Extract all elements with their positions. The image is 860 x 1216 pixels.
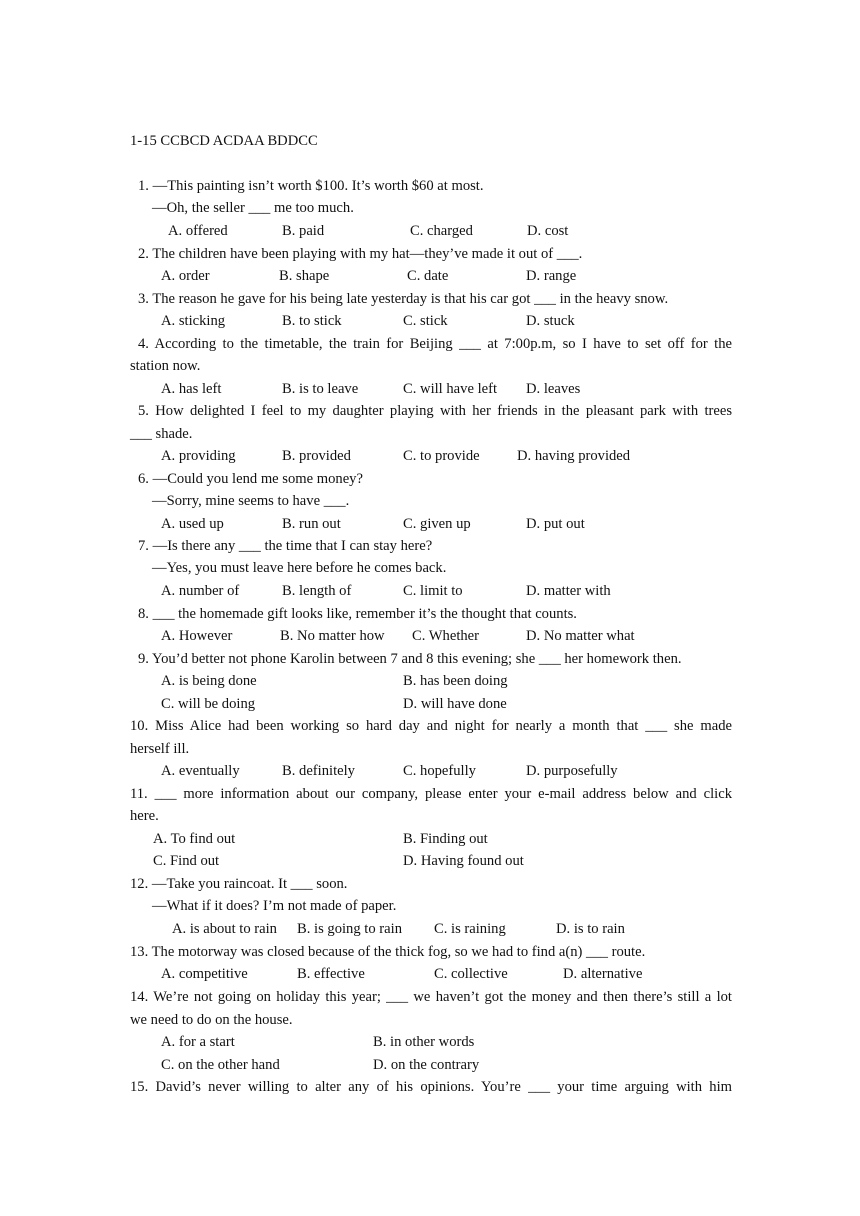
option: C. limit to: [403, 583, 463, 599]
question-text: we need to do on the house.: [130, 1012, 293, 1028]
question-text: —Yes, you must leave here before he comes back.: [152, 560, 447, 576]
option: A. number of: [161, 583, 240, 599]
question-text: —What if it does? I’m not made of paper.: [152, 898, 397, 914]
question-text: 14. We’re not going on holiday this year; ___ we haven’t got the money and then there’s still a lot: [130, 989, 732, 1005]
question-text: here.: [130, 808, 159, 824]
option: D. alternative: [563, 966, 643, 982]
option: D. is to rain: [556, 921, 625, 937]
option: C. stick: [403, 313, 448, 329]
question-text: 5. How delighted I feel to my daughter playing with her friends in the pleasant park with trees: [138, 403, 732, 419]
answer-key: 1-15 CCBCD ACDAA BDDCC: [130, 133, 318, 149]
option: B. effective: [297, 966, 365, 982]
option: D. No matter what: [526, 628, 635, 644]
option: D. cost: [527, 223, 569, 239]
option: D. range: [526, 268, 577, 284]
option: C. Whether: [412, 628, 480, 644]
option: A. for a start: [161, 1034, 235, 1050]
option: B. Finding out: [403, 831, 488, 847]
option: A. is about to rain: [172, 921, 277, 937]
option: B. provided: [282, 448, 351, 464]
question-text: 15. David’s never willing to alter any of his opinions. You’re ___ your time arguing with him: [130, 1079, 732, 1095]
option: C. Find out: [153, 853, 220, 869]
option: B. is to leave: [282, 381, 359, 397]
option: A. sticking: [161, 313, 226, 329]
option: A. order: [161, 268, 210, 284]
option: C. is raining: [434, 921, 506, 937]
question-text: 3. The reason he gave for his being late yesterday is that his car got ___ in the heavy snow.: [138, 291, 669, 307]
option: D. stuck: [526, 313, 575, 329]
question-text: —Oh, the seller ___ me too much.: [152, 200, 354, 216]
question-text: 9. You’d better not phone Karolin between 7 and 8 this evening; she ___ her homework then.: [138, 651, 682, 667]
option: B. definitely: [282, 763, 355, 779]
option: B. paid: [282, 223, 325, 239]
question-text: 8. ___ the homemade gift looks like, remember it’s the thought that counts.: [138, 606, 577, 622]
option: A. offered: [168, 223, 228, 239]
option: C. charged: [410, 223, 473, 239]
question-text: 13. The motorway was closed because of the thick fog, so we had to find a(n) ___ route.: [130, 944, 646, 960]
option: A. To find out: [153, 831, 236, 847]
option: D. on the contrary: [373, 1057, 480, 1073]
question-text: herself ill.: [130, 741, 190, 757]
question-text: 10. Miss Alice had been working so hard day and night for nearly a month that ___ she made: [130, 718, 732, 734]
question-text: 1. —This painting isn’t worth $100. It’s worth $60 at most.: [138, 178, 484, 194]
question-text: ___ shade.: [130, 426, 193, 442]
option: A. However: [161, 628, 233, 644]
option: C. date: [407, 268, 449, 284]
option: B. length of: [282, 583, 352, 599]
question-text: 4. According to the timetable, the train for Beijing ___ at 7:00p.m, so I have to set off for the: [138, 336, 732, 352]
option: C. to provide: [403, 448, 480, 464]
option: D. will have done: [403, 696, 507, 712]
option: B. to stick: [282, 313, 342, 329]
question-text: 7. —Is there any ___ the time that I can stay here?: [138, 538, 433, 554]
option: B. in other words: [373, 1034, 475, 1050]
option: B. No matter how: [280, 628, 385, 644]
option: C. will have left: [403, 381, 498, 397]
option: A. used up: [161, 516, 224, 532]
option: A. providing: [161, 448, 236, 464]
question-text: —Sorry, mine seems to have ___.: [152, 493, 350, 509]
option: C. will be doing: [161, 696, 256, 712]
option: D. leaves: [526, 381, 581, 397]
option: D. put out: [526, 516, 585, 532]
question-text: 2. The children have been playing with my hat—they’ve made it out of ___.: [138, 246, 583, 262]
option: C. hopefully: [403, 763, 476, 779]
option: B. is going to rain: [297, 921, 402, 937]
question-text: 12. —Take you raincoat. It ___ soon.: [130, 876, 348, 892]
question-text: 11. ___ more information about our company, please enter your e-mail address below and click: [130, 786, 732, 802]
question-text: 6. —Could you lend me some money?: [138, 471, 363, 487]
option: C. given up: [403, 516, 471, 532]
option: A. eventually: [161, 763, 240, 779]
option: B. run out: [282, 516, 341, 532]
option: D. having provided: [517, 448, 631, 464]
option: C. on the other hand: [161, 1057, 280, 1073]
option: D. matter with: [526, 583, 611, 599]
option: A. competitive: [161, 966, 248, 982]
option: A. is being done: [161, 673, 257, 689]
option: B. has been doing: [403, 673, 508, 689]
option: B. shape: [279, 268, 330, 284]
option: D. purposefully: [526, 763, 618, 779]
option: D. Having found out: [403, 853, 524, 869]
option: A. has left: [161, 381, 222, 397]
option: C. collective: [434, 966, 508, 982]
question-text: station now.: [130, 358, 201, 374]
